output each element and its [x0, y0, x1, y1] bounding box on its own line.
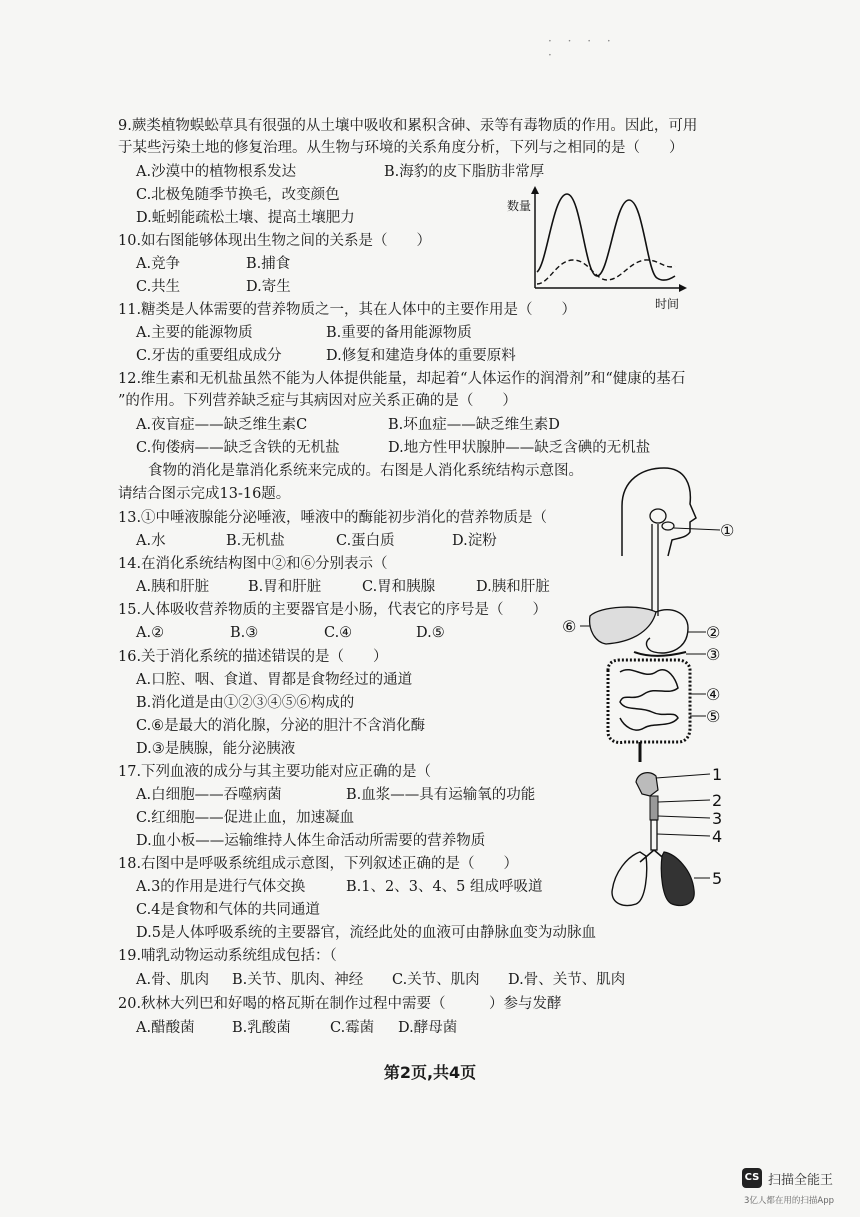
- q11-option-d: D.修复和建造身体的重要原料: [326, 348, 516, 364]
- q20-option-a: A.醋酸菌: [136, 1020, 195, 1036]
- q10-stem: 10.如右图能够体现出生物之间的关系是（ ）: [118, 233, 432, 249]
- q9-stem-line1: 9.蕨类植物蜈蚣草具有很强的从土壤中吸收和累积含砷、汞等有毒物质的作用。因此，可用: [118, 118, 698, 134]
- camscanner-logo: CS: [742, 1168, 762, 1188]
- scan-artifact: · · · · ·: [548, 34, 617, 62]
- q15-option-b: B.③: [230, 625, 259, 641]
- q19-option-b: B.关节、肌肉、神经: [232, 972, 364, 988]
- q11-option-c: C.牙齿的重要组成成分: [136, 348, 282, 364]
- q11-option-b: B.重要的备用能源物质: [326, 325, 472, 341]
- q9-option-b: B.海豹的皮下脂肪非常厚: [384, 164, 545, 180]
- population-graph-figure: [505, 184, 695, 314]
- q19-option-c: C.关节、肌肉: [392, 972, 480, 988]
- q9-option-c: C.北极兔随季节换毛，改变颜色: [136, 187, 340, 203]
- resp-label-5: 5: [712, 869, 723, 888]
- q20-option-c: C.霉菌: [330, 1020, 375, 1036]
- q12-option-b: B.坏血症——缺乏维生素D: [388, 417, 560, 433]
- scanner-watermark: [742, 1168, 852, 1208]
- q14-option-d: D.胰和肝脏: [476, 579, 550, 595]
- intro-line1: 食物的消化是靠消化系统来完成的。右图是人消化系统结构示意图。: [148, 463, 583, 479]
- q17-option-b: B.血浆——具有运输氧的功能: [346, 787, 536, 803]
- resp-label-4: 4: [712, 827, 723, 846]
- q15-stem: 15.人体吸收营养物质的主要器官是小肠，代表它的序号是（ ）: [118, 602, 548, 618]
- q13-option-c: C.蛋白质: [336, 533, 395, 549]
- q14-option-c: C.胃和胰腺: [362, 579, 436, 595]
- q17-option-a: A.白细胞——吞噬病菌: [136, 787, 282, 803]
- q11-option-a: A.主要的能源物质: [136, 325, 253, 341]
- q9-option-a: A.沙漠中的植物根系发达: [136, 164, 297, 180]
- q15-option-a: A.②: [136, 625, 165, 641]
- graph-ylabel: 数量: [507, 199, 532, 213]
- resp-label-3: 3: [712, 809, 723, 828]
- q20-stem: 20.秋林大列巴和好喝的格瓦斯在制作过程中需要（ ）参与发酵: [118, 996, 562, 1012]
- q15-option-c: C.④: [324, 625, 353, 641]
- page-number-footer: 第2页,共4页: [383, 1063, 477, 1082]
- q20-option-b: B.乳酸菌: [232, 1020, 291, 1036]
- q14-option-a: A.胰和肝脏: [136, 579, 210, 595]
- q13-option-d: D.淀粉: [452, 533, 497, 549]
- q12-option-c: C.佝偻病——缺乏含铁的无机盐: [136, 440, 340, 456]
- camscanner-name: 扫描全能王: [768, 1173, 834, 1188]
- digestive-label-2: ②: [706, 623, 721, 642]
- resp-label-2: 2: [712, 791, 723, 810]
- digestive-system-figure: [560, 466, 750, 766]
- q14-option-b: B.胃和肝脏: [248, 579, 322, 595]
- q13-stem: 13.①中唾液腺能分泌唾液，唾液中的酶能初步消化的营养物质是（: [118, 510, 548, 526]
- q17-stem: 17.下列血液的成分与其主要功能对应正确的是（: [118, 764, 432, 780]
- q16-option-a: A.口腔、咽、食道、胃都是食物经过的通道: [136, 672, 413, 688]
- q16-option-b: B.消化道是由①②③④⑤⑥构成的: [136, 695, 355, 711]
- q14-stem: 14.在消化系统结构图中②和⑥分别表示（: [118, 556, 388, 572]
- camscanner-slogan: 3亿人都在用的扫描App: [744, 1196, 835, 1206]
- q10-option-c: C.共生: [136, 279, 181, 295]
- q10-option-b: B.捕食: [246, 256, 291, 272]
- q18-option-b: B.1、2、3、4、5 组成呼吸道: [346, 879, 543, 895]
- q16-stem: 16.关于消化系统的描述错误的是（ ）: [118, 649, 388, 665]
- q18-option-c: C.4是食物和气体的共同通道: [136, 902, 320, 918]
- q20-option-d: D.酵母菌: [398, 1020, 458, 1036]
- q10-option-a: A.竞争: [136, 256, 181, 272]
- q18-option-a: A.3的作用是进行气体交换: [136, 879, 306, 895]
- digestive-label-3: ③: [706, 645, 721, 664]
- q11-stem: 11.糖类是人体需要的营养物质之一，其在人体中的主要作用是（ ）: [118, 302, 577, 318]
- digestive-label-5: ⑤: [706, 707, 721, 726]
- graph-xlabel: 时间: [655, 297, 680, 311]
- q19-option-a: A.骨、肌肉: [136, 972, 210, 988]
- q13-option-b: B.无机盐: [226, 533, 285, 549]
- resp-label-1: 1: [712, 765, 723, 784]
- q16-option-d: D.③是胰腺，能分泌胰液: [136, 741, 296, 757]
- respiratory-system-figure: [606, 762, 736, 912]
- digestive-label-6: ⑥: [562, 617, 577, 636]
- q9-option-d: D.蚯蚓能疏松土壤、提高土壤肥力: [136, 210, 355, 226]
- q17-option-d: D.血小板——运输维持人体生命活动所需要的营养物质: [136, 833, 486, 849]
- q17-option-c: C.红细胞——促进止血，加速凝血: [136, 810, 355, 826]
- q18-stem: 18.右图中是呼吸系统组成示意图，下列叙述正确的是（ ）: [118, 856, 519, 872]
- q18-option-d: D.5是人体呼吸系统的主要器官，流经此处的血液可由静脉血变为动脉血: [136, 925, 596, 941]
- q19-stem: 19.哺乳动物运动系统组成包括：（: [118, 948, 337, 964]
- q15-option-d: D.⑤: [416, 625, 445, 641]
- q10-option-d: D.寄生: [246, 279, 291, 295]
- q16-option-c: C.⑥是最大的消化腺，分泌的胆汁不含消化酶: [136, 718, 426, 734]
- q19-option-d: D.骨、关节、肌肉: [508, 972, 626, 988]
- intro-line2: 请结合图示完成13-16题。: [118, 486, 291, 502]
- q12-option-a: A.夜盲症——缺乏维生素C: [136, 417, 308, 433]
- q12-stem-line2: ”的作用。下列营养缺乏症与其病因对应关系正确的是（ ）: [118, 393, 517, 409]
- q12-stem-line1: 12.维生素和无机盐虽然不能为人体提供能量，却起着“人体运作的润滑剂”和“健康的基石: [118, 371, 686, 387]
- digestive-label-1: ①: [720, 521, 735, 540]
- digestive-label-4: ④: [706, 685, 721, 704]
- q12-option-d: D.地方性甲状腺肿——缺乏含碘的无机盐: [388, 440, 651, 456]
- q9-stem-line2: 于某些污染土地的修复治理。从生物与环境的关系角度分析，下列与之相同的是（ ）: [118, 140, 684, 156]
- q13-option-a: A.水: [136, 533, 166, 549]
